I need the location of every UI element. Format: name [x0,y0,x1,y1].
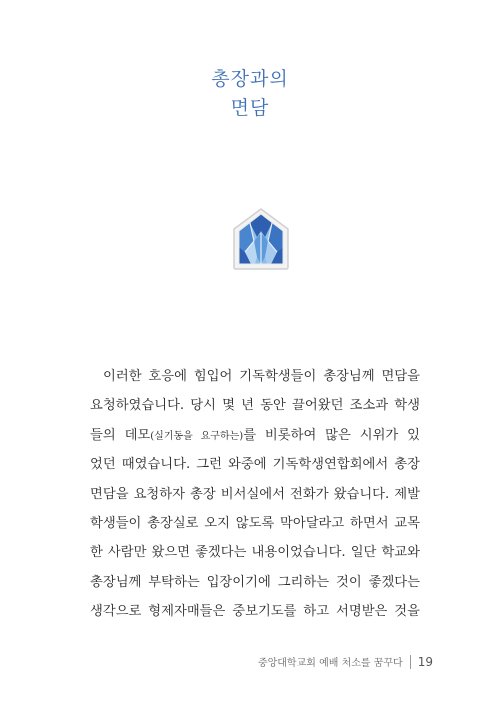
body-line-8: 총장님께 부탁하는 입장이기에 그리하는 것이 좋겠다는 [90,574,420,590]
chapter-title-line-1: 총장과의 [211,68,289,90]
footer-divider [410,655,411,669]
chapter-title-line-2: 면담 [230,97,270,119]
body-line-6: 학생들이 총장실로 오지 않도록 막아달라고 하면서 교목 [90,515,420,531]
body-line-5: 면담을 요청하자 총장 비서실에서 전화가 왔습니다. 제발 [90,486,420,502]
page-footer [258,654,433,669]
running-title: 중앙대학교회 예배 처소를 꿈꾸다 [257,658,403,669]
body-line-7: 한 사람만 왔으면 좋겠다는 내용이었습니다. 일단 학교와 [90,545,420,561]
body-line-1: 이러한 호응에 힘입어 기독학생들이 총장님께 면담을 [103,369,420,384]
body-line-4: 었던 때였습니다. 그런 와중에 기독학생연합회에서 총장 [90,457,420,473]
page-number: 19 [417,654,433,669]
body-line-2: 요청하였습니다. 당시 몇 년 동안 끌어왔던 조소과 학생 [90,398,420,414]
body-line-3a: 들의 데모 [90,427,151,443]
body-paragraph [90,362,420,627]
body-line-3b: 를 비롯하여 많은 시위가 있 [243,427,421,443]
stained-glass-house-icon [232,207,290,271]
body-line-3 [90,421,420,450]
body-line-9: 생각으로 형제자매들은 중보기도를 하고 서명받은 것을 [90,604,420,620]
body-line-3-note: (실기동을 요구하는) [150,430,244,442]
